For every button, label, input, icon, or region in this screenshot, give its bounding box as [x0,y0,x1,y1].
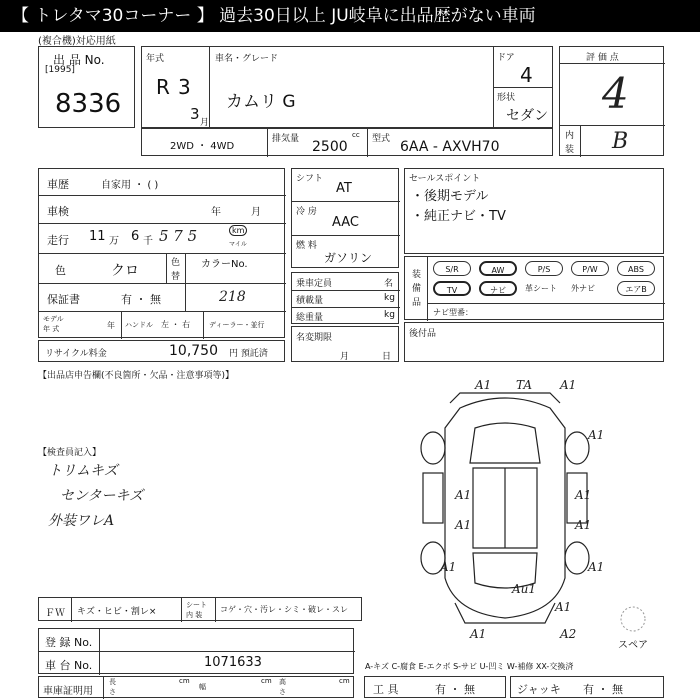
mileage-unit-km: km [229,225,247,236]
equipment-label-3: 品 [412,298,422,308]
recycle-row [38,340,285,362]
chassis-number: 1071633 [204,655,262,670]
interior-label-1: 内 [565,131,575,141]
damage-mark-front-left: A1 [475,378,492,392]
car-name-label: 車名・グレード [215,54,279,64]
warranty-value: 有 ・ 無 [121,293,161,306]
mileage-unit-mile: マイル [229,241,247,248]
name-change-month: 月 [340,352,350,362]
sales-point-1: ・後期モデル [411,189,489,204]
score-box [559,46,664,156]
inspector-note-1: トリムキズ [48,463,118,479]
equip-ext-navi: 外ナビ [571,284,595,293]
aftermarket-label: 後付品 [409,329,437,339]
damage-mark-rear-right: A1 [555,600,572,614]
equipment-label-1: 装 [412,270,422,280]
displacement-unit: cc [352,131,360,139]
damage-mark-front-right: A1 [560,378,577,392]
history-label: 車歴 [47,178,69,191]
aircon-label: 冷 房 [296,207,317,217]
color-change-label-1: 色 [171,258,181,268]
tools-label: 工 具 [373,683,399,696]
damage-mark-left-rear: A1 [440,560,457,574]
tools-value: 有 ・ 無 [435,683,475,696]
spare-label: スペア [618,640,648,651]
body-type: セダン [506,108,549,124]
model-code: 6AA - AXVH70 [400,139,500,155]
inspector-note-2: センターキズ [60,488,144,504]
inspection-label: 車検 [47,205,69,218]
lot-box [38,46,135,128]
damage-mark-rear-bumper-right: A2 [560,627,577,641]
garage-cert-label: 車庫証明用 [43,686,93,697]
exhibitor-notes-label: 【出品店申告欄(不良箇所・欠品・注意事項等)】 [38,371,235,381]
length-cm: cm [179,677,190,685]
header-banner: 【 トレタマ30コーナー 】 過去30日以上 JU岐阜に出品歴がない車両 [0,0,700,32]
name-change-box [291,326,399,362]
fuel-value: ガソリン [324,251,373,265]
equip-sr: S/R [433,261,471,276]
equip-ps: P/S [525,261,563,276]
interior-score: B [612,129,629,154]
damage-mark-right-door-front: A1 [575,488,592,502]
seat-text: コゲ・穴・汚レ・シミ・破レ・スレ [220,605,348,614]
drive-label: 2WD ・ 4WD [170,141,235,152]
mileage-sen: 6 [131,229,140,244]
shift-label: シフト [296,174,324,184]
doors-label: ドア [497,53,515,63]
registration-label: 登 録 No. [45,636,93,649]
recycle-value: 10,750 [169,343,218,359]
gross-label: 総重量 [296,313,324,323]
color-label: 色 [55,264,66,277]
month-value: 3 [190,105,200,123]
capacity-label: 乗車定員 [296,279,333,289]
doors-value: 4 [520,63,533,87]
spare-tire-icon [618,604,648,634]
damage-legend: A-キズ C-腐食 E-エクボ S-サビ U-凹ミ W-補修 XX-交換済 [365,662,574,671]
width-label: 幅 [199,683,206,691]
jack-label: ジャッキ [517,683,561,696]
warranty-label: 保証書 [47,293,80,306]
mileage-man: 11 [89,229,106,244]
name-change-day: 日 [382,352,392,362]
length-label-2: さ [109,688,116,696]
mileage-man-unit: 万 [109,236,119,247]
seat-label-1: シート [186,601,207,609]
displacement-value: 2500 [312,139,348,155]
navi-model-label: ナビ型番： [433,308,473,317]
equip-airbag: エアB [617,281,655,296]
width-cm: cm [261,677,272,685]
body-type-label: 形状 [497,93,516,103]
mileage-sen-unit: 千 [143,236,153,247]
model-year-unit: 年 [107,321,115,330]
damage-mark-trunk: Au1 [512,582,537,596]
sales-points-label: セールスポイント [409,174,481,184]
drive-row [141,128,553,156]
tools-row [364,676,506,698]
car-name: カムリ G [226,92,296,112]
fuel-label: 燃 料 [296,241,317,251]
equipment-label-2: 備 [412,284,422,294]
jack-value: 有 ・ 無 [583,683,623,696]
aftermarket-box [404,322,664,362]
equip-pw: P/W [571,261,609,276]
car-damage-diagram [405,378,605,628]
sheet-subtitle: (複合機)対応用紙 [38,36,116,47]
damage-mark-right-fender: A1 [588,428,605,442]
sales-points-box [404,168,664,254]
height-label-1: 高 [279,678,286,686]
model-year-label-2: 年 式 [43,325,60,333]
equip-leather: 革シート [525,284,557,293]
era-value: R [156,75,170,99]
capacity-box [291,272,399,324]
mileage-rest: 5 7 5 [159,227,198,245]
damage-mark-rear-bumper-left: A1 [470,627,487,641]
height-label-2: さ [279,688,286,696]
name-change-label: 名変期限 [296,333,333,343]
damage-mark-right-rear: A1 [588,560,605,574]
color-no: 218 [219,289,246,305]
recycle-unit: 円 預託済 [229,349,268,359]
seat-label-2: 内 装 [186,611,203,619]
shift-value: AT [336,181,352,196]
fw-text: キズ・ヒビ・割レ× [77,607,157,617]
damage-mark-left-door-front: A1 [455,488,472,502]
load-label: 積載量 [296,296,324,306]
score-label: 評 価 点 [586,53,619,63]
load-unit: kg [384,293,395,303]
vehicle-info-box [141,46,553,128]
equipment-box [404,256,664,320]
gross-unit: kg [384,310,395,320]
color-change-label-2: 替 [171,272,181,282]
equip-abs: ABS [617,261,655,276]
dealer-label: ディーラー・並行 [209,321,265,329]
sales-point-2: ・純正ナビ・TV [411,209,506,224]
color-value: クロ [111,263,139,279]
handle-label: ハンドル [125,321,153,329]
interior-label-2: 装 [565,145,575,155]
chassis-label: 車 台 No. [45,659,93,672]
capacity-unit: 名 [384,279,394,289]
damage-mark-left-door-rear: A1 [455,518,472,532]
equip-tv: TV [433,281,471,296]
height-cm: cm [339,677,350,685]
garage-cert-row [38,676,354,698]
color-no-label: カラーNo. [201,259,248,270]
inspector-note-3: 外装ワレA [48,513,115,529]
length-label-1: 長 [109,678,116,686]
history-box [38,168,285,338]
equip-navi: ナビ [479,281,517,296]
mileage-label: 走行 [47,234,69,247]
year-label: 年式 [146,54,165,64]
fw-label: ＦＷ [45,608,65,619]
aircon-value: AAC [332,215,359,230]
model-label: 型式 [372,134,391,144]
score-value: 4 [602,69,629,118]
inspection-month-unit: 月 [251,207,261,218]
lot-label: 出 品 No. [53,53,105,67]
month-unit: 月 [200,118,210,128]
lot-number: 8336 [55,89,122,119]
displacement-label: 排気量 [272,134,300,144]
equip-aw: AW [479,261,517,276]
recycle-label: リサイクル料金 [45,349,107,359]
lot-bracket: [1995] [45,65,75,75]
jack-row [510,676,664,698]
fw-seat-row [38,597,362,621]
inspection-year-unit: 年 [211,207,221,218]
year-value: 3 [178,75,191,99]
mechanical-box [291,168,399,268]
inspector-notes-label: 【検査員記入】 [38,448,102,458]
handle-value: 左 ・ 右 [161,320,191,329]
history-value: 自家用 ・ ( ) [101,180,159,191]
damage-mark-front-center: TA [516,378,533,392]
damage-mark-right-door-rear: A1 [575,518,592,532]
registration-box [38,628,354,674]
model-year-label-1: モデル [43,315,64,323]
